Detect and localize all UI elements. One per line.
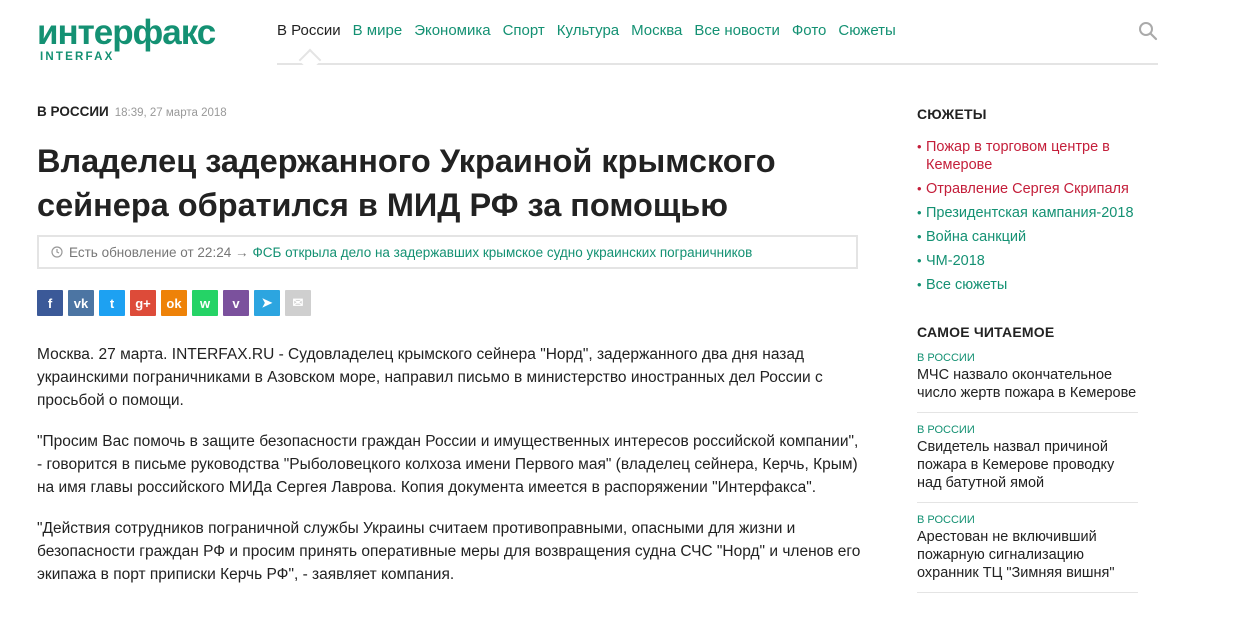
article-body [37, 343, 867, 604]
most-read-item[interactable] [917, 422, 1138, 503]
nav-item-moscow[interactable]: Москва [631, 22, 683, 39]
most-read-rubric[interactable]: В РОССИИ [917, 352, 975, 364]
most-read-title[interactable]: МЧС назвало окончательное число жертв пожара в Кемерове [917, 367, 1137, 401]
nav-item-economy[interactable]: Экономика [414, 22, 491, 39]
odnoklassniki-icon[interactable]: ok [161, 290, 187, 316]
update-label: Есть обновление от 22:24 → [69, 244, 249, 260]
article-paragraph: "Действия сотрудников пограничной службы Украины считаем противоправными, опасными для жизни и безопасности граждан РФ и просим принять оперативные меры для возвращения судна СЧС "Норд" и членов его экипажа в порт приписки Керчь РФ", - заявляет компания. [37, 520, 861, 583]
interfax-logo[interactable] [37, 13, 227, 71]
story-link[interactable]: • Пожар в торговом центре в Кемерове [917, 138, 1142, 174]
nav-item-all-news[interactable]: Все новости [694, 22, 780, 39]
most-read-heading: САМОЕ ЧИТАЕМОЕ [917, 324, 1055, 340]
search-icon[interactable] [1138, 21, 1158, 41]
active-nav-pointer [299, 49, 322, 72]
all-stories-link[interactable]: • Все сюжеты [917, 276, 1142, 294]
most-read-item[interactable] [917, 512, 1138, 593]
most-read-title[interactable]: Свидетель назвал причиной пожара в Кемерове проводку над батутной ямой [917, 439, 1115, 491]
clock-icon [51, 246, 63, 258]
most-read-rubric[interactable]: В РОССИИ [917, 514, 975, 526]
most-read-list [917, 350, 1138, 602]
stories-list [917, 138, 1142, 300]
most-read-title[interactable]: Арестован не включивший пожарную сигнализацию охранник ТЦ "Зимняя вишня" [917, 529, 1115, 581]
nav-item-stories[interactable]: Сюжеты [838, 22, 896, 39]
google-plus-icon[interactable]: g+ [130, 290, 156, 316]
article-date: 18:39, 27 марта 2018 [114, 107, 227, 119]
story-link[interactable]: • Отравление Сергея Скрипаля [917, 180, 1142, 198]
nav-item-culture[interactable]: Культура [556, 22, 620, 39]
whatsapp-icon[interactable]: w [192, 290, 218, 316]
telegram-icon[interactable]: ➤ [254, 290, 280, 316]
article-paragraph: "Просим Вас помочь в защите безопасности граждан России и имущественных интересов российской компании", - говорится в письме руководства "Рыболовецкого колхоза имени Первого мая" (владелец сейнера, Керчь, Крым) на имя главы российского МИДа Сергея Лаврова. Копия документа имеется в распоряжении "Интерфакса". [37, 433, 859, 496]
rubric-label[interactable]: В РОССИИ [37, 104, 109, 119]
update-link[interactable]: ФСБ открыла дело на задержавших крымское судно украинских пограничников [252, 244, 753, 260]
twitter-icon[interactable]: t [99, 290, 125, 316]
stories-heading: СЮЖЕТЫ [917, 106, 987, 122]
article-rubric [37, 104, 227, 119]
facebook-icon[interactable]: f [37, 290, 63, 316]
story-link[interactable]: • Война санкций [917, 228, 1142, 246]
nav-divider [277, 63, 1158, 65]
story-link[interactable]: • ЧМ-2018 [917, 252, 1142, 270]
main-nav [277, 21, 908, 41]
article-title: Владелец задержанного Украиной крымского сейнера обратился в МИД РФ за помощью [37, 143, 776, 223]
nav-item-world[interactable]: В мире [352, 22, 403, 39]
nav-item-russia[interactable]: В России [277, 22, 341, 39]
logo-subtext: INTERFAX [40, 51, 115, 63]
share-buttons [37, 290, 316, 316]
most-read-rubric[interactable]: В РОССИИ [917, 424, 975, 436]
logo-wordmark: интерфакс [37, 13, 216, 52]
email-icon[interactable]: ✉ [285, 290, 311, 316]
article-paragraph: Москва. 27 марта. INTERFAX.RU - Судовладелец крымского сейнера "Норд", задержанного два дня назад украинскими пограничниками в Азовском море, направил письмо в министерство иностранных дел России с просьбой о помощи. [37, 346, 823, 409]
update-notice [37, 235, 858, 269]
story-link[interactable]: • Президентская кампания-2018 [917, 204, 1142, 222]
most-read-item[interactable] [917, 350, 1138, 413]
nav-item-photo[interactable]: Фото [791, 22, 827, 39]
viber-icon[interactable]: v [223, 290, 249, 316]
nav-item-sport[interactable]: Спорт [502, 22, 545, 39]
vk-icon[interactable]: vk [68, 290, 94, 316]
